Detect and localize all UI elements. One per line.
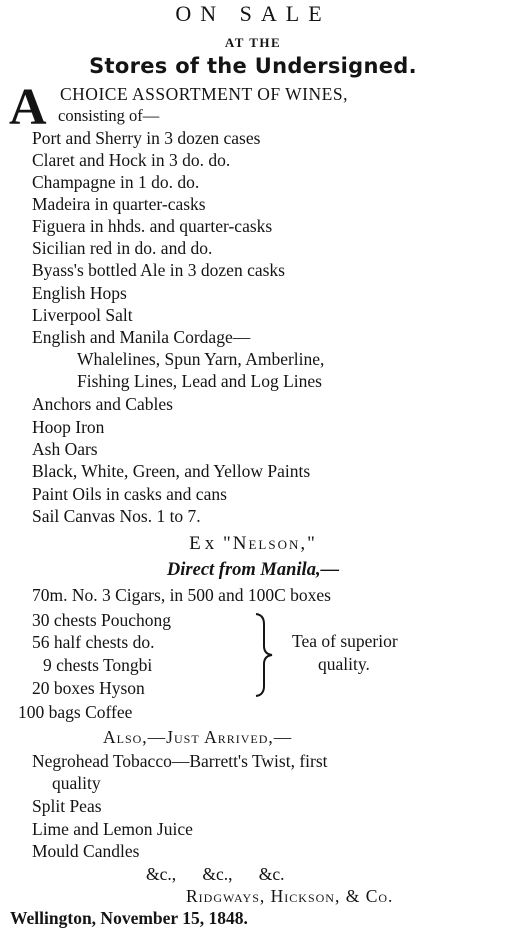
wines-heading: CHOICE ASSORTMENT OF WINES, bbox=[60, 84, 348, 104]
page-title: ON SALE bbox=[175, 1, 331, 26]
stores-heading: Stores of the Undersigned. bbox=[89, 54, 417, 78]
ship-name: "Nelson," bbox=[222, 533, 317, 554]
list-item: Whalelines, Spun Yarn, Amberline, bbox=[77, 349, 325, 369]
tea-brace-icon bbox=[253, 612, 275, 698]
list-item: Liverpool Salt bbox=[32, 305, 133, 325]
direct-from-manila: Direct from Manila,— bbox=[166, 560, 340, 580]
list-item: English and Manila Cordage— bbox=[32, 327, 251, 347]
tea-item: 56 half chests do. bbox=[32, 632, 155, 652]
list-item: Black, White, Green, and Yellow Paints bbox=[32, 461, 311, 481]
cigars-line: 70m. No. 3 Cigars, in 500 and 100C boxes bbox=[32, 585, 331, 605]
arrived-item: Lime and Lemon Juice bbox=[32, 819, 193, 839]
consisting-of: consisting of— bbox=[58, 106, 160, 125]
list-item: Figuera in hhds. and quarter-casks bbox=[32, 216, 273, 236]
tea-note-line2: quality. bbox=[318, 654, 370, 674]
tea-item: 9 chests Tongbi bbox=[43, 655, 153, 675]
list-item: Anchors and Cables bbox=[32, 394, 173, 414]
list-item: Ash Oars bbox=[32, 439, 98, 459]
list-item: Hoop Iron bbox=[32, 417, 105, 437]
drop-cap: A bbox=[9, 79, 47, 136]
arrived-item: Mould Candles bbox=[32, 841, 140, 861]
list-item: English Hops bbox=[32, 283, 127, 303]
also-just-arrived: Also,—Just Arrived,— bbox=[103, 727, 293, 747]
tea-note-line1: Tea of superior bbox=[292, 631, 398, 651]
signature: Ridgways, Hickson, & Co. bbox=[186, 886, 394, 906]
etc-line: &c., &c., &c. bbox=[146, 864, 285, 884]
list-item: Port and Sherry in 3 dozen cases bbox=[32, 128, 261, 148]
ex-nelson-line bbox=[0, 534, 506, 553]
arrived-item: quality bbox=[52, 773, 101, 793]
list-item: Champagne in 1 do. do. bbox=[32, 172, 200, 192]
list-item: Madeira in quarter-casks bbox=[32, 194, 206, 214]
list-item: Sicilian red in do. and do. bbox=[32, 238, 213, 258]
list-item: Claret and Hock in 3 do. do. bbox=[32, 150, 231, 170]
ex-prefix: Ex bbox=[189, 533, 219, 554]
tea-item: 30 chests Pouchong bbox=[32, 610, 172, 630]
list-item: Paint Oils in casks and cans bbox=[32, 484, 227, 504]
coffee-line: 100 bags Coffee bbox=[18, 702, 133, 722]
list-item: Sail Canvas Nos. 1 to 7. bbox=[32, 506, 201, 526]
list-item: Fishing Lines, Lead and Log Lines bbox=[77, 371, 322, 391]
dateline: Wellington, November 15, 1848. bbox=[10, 908, 248, 928]
tea-item: 20 boxes Hyson bbox=[32, 678, 145, 698]
arrived-item: Negrohead Tobacco—Barrett's Twist, first bbox=[32, 751, 328, 771]
arrived-item: Split Peas bbox=[32, 796, 102, 816]
at-the-line: AT THE bbox=[224, 35, 282, 50]
list-item: Byass's bottled Ale in 3 dozen casks bbox=[32, 260, 285, 280]
